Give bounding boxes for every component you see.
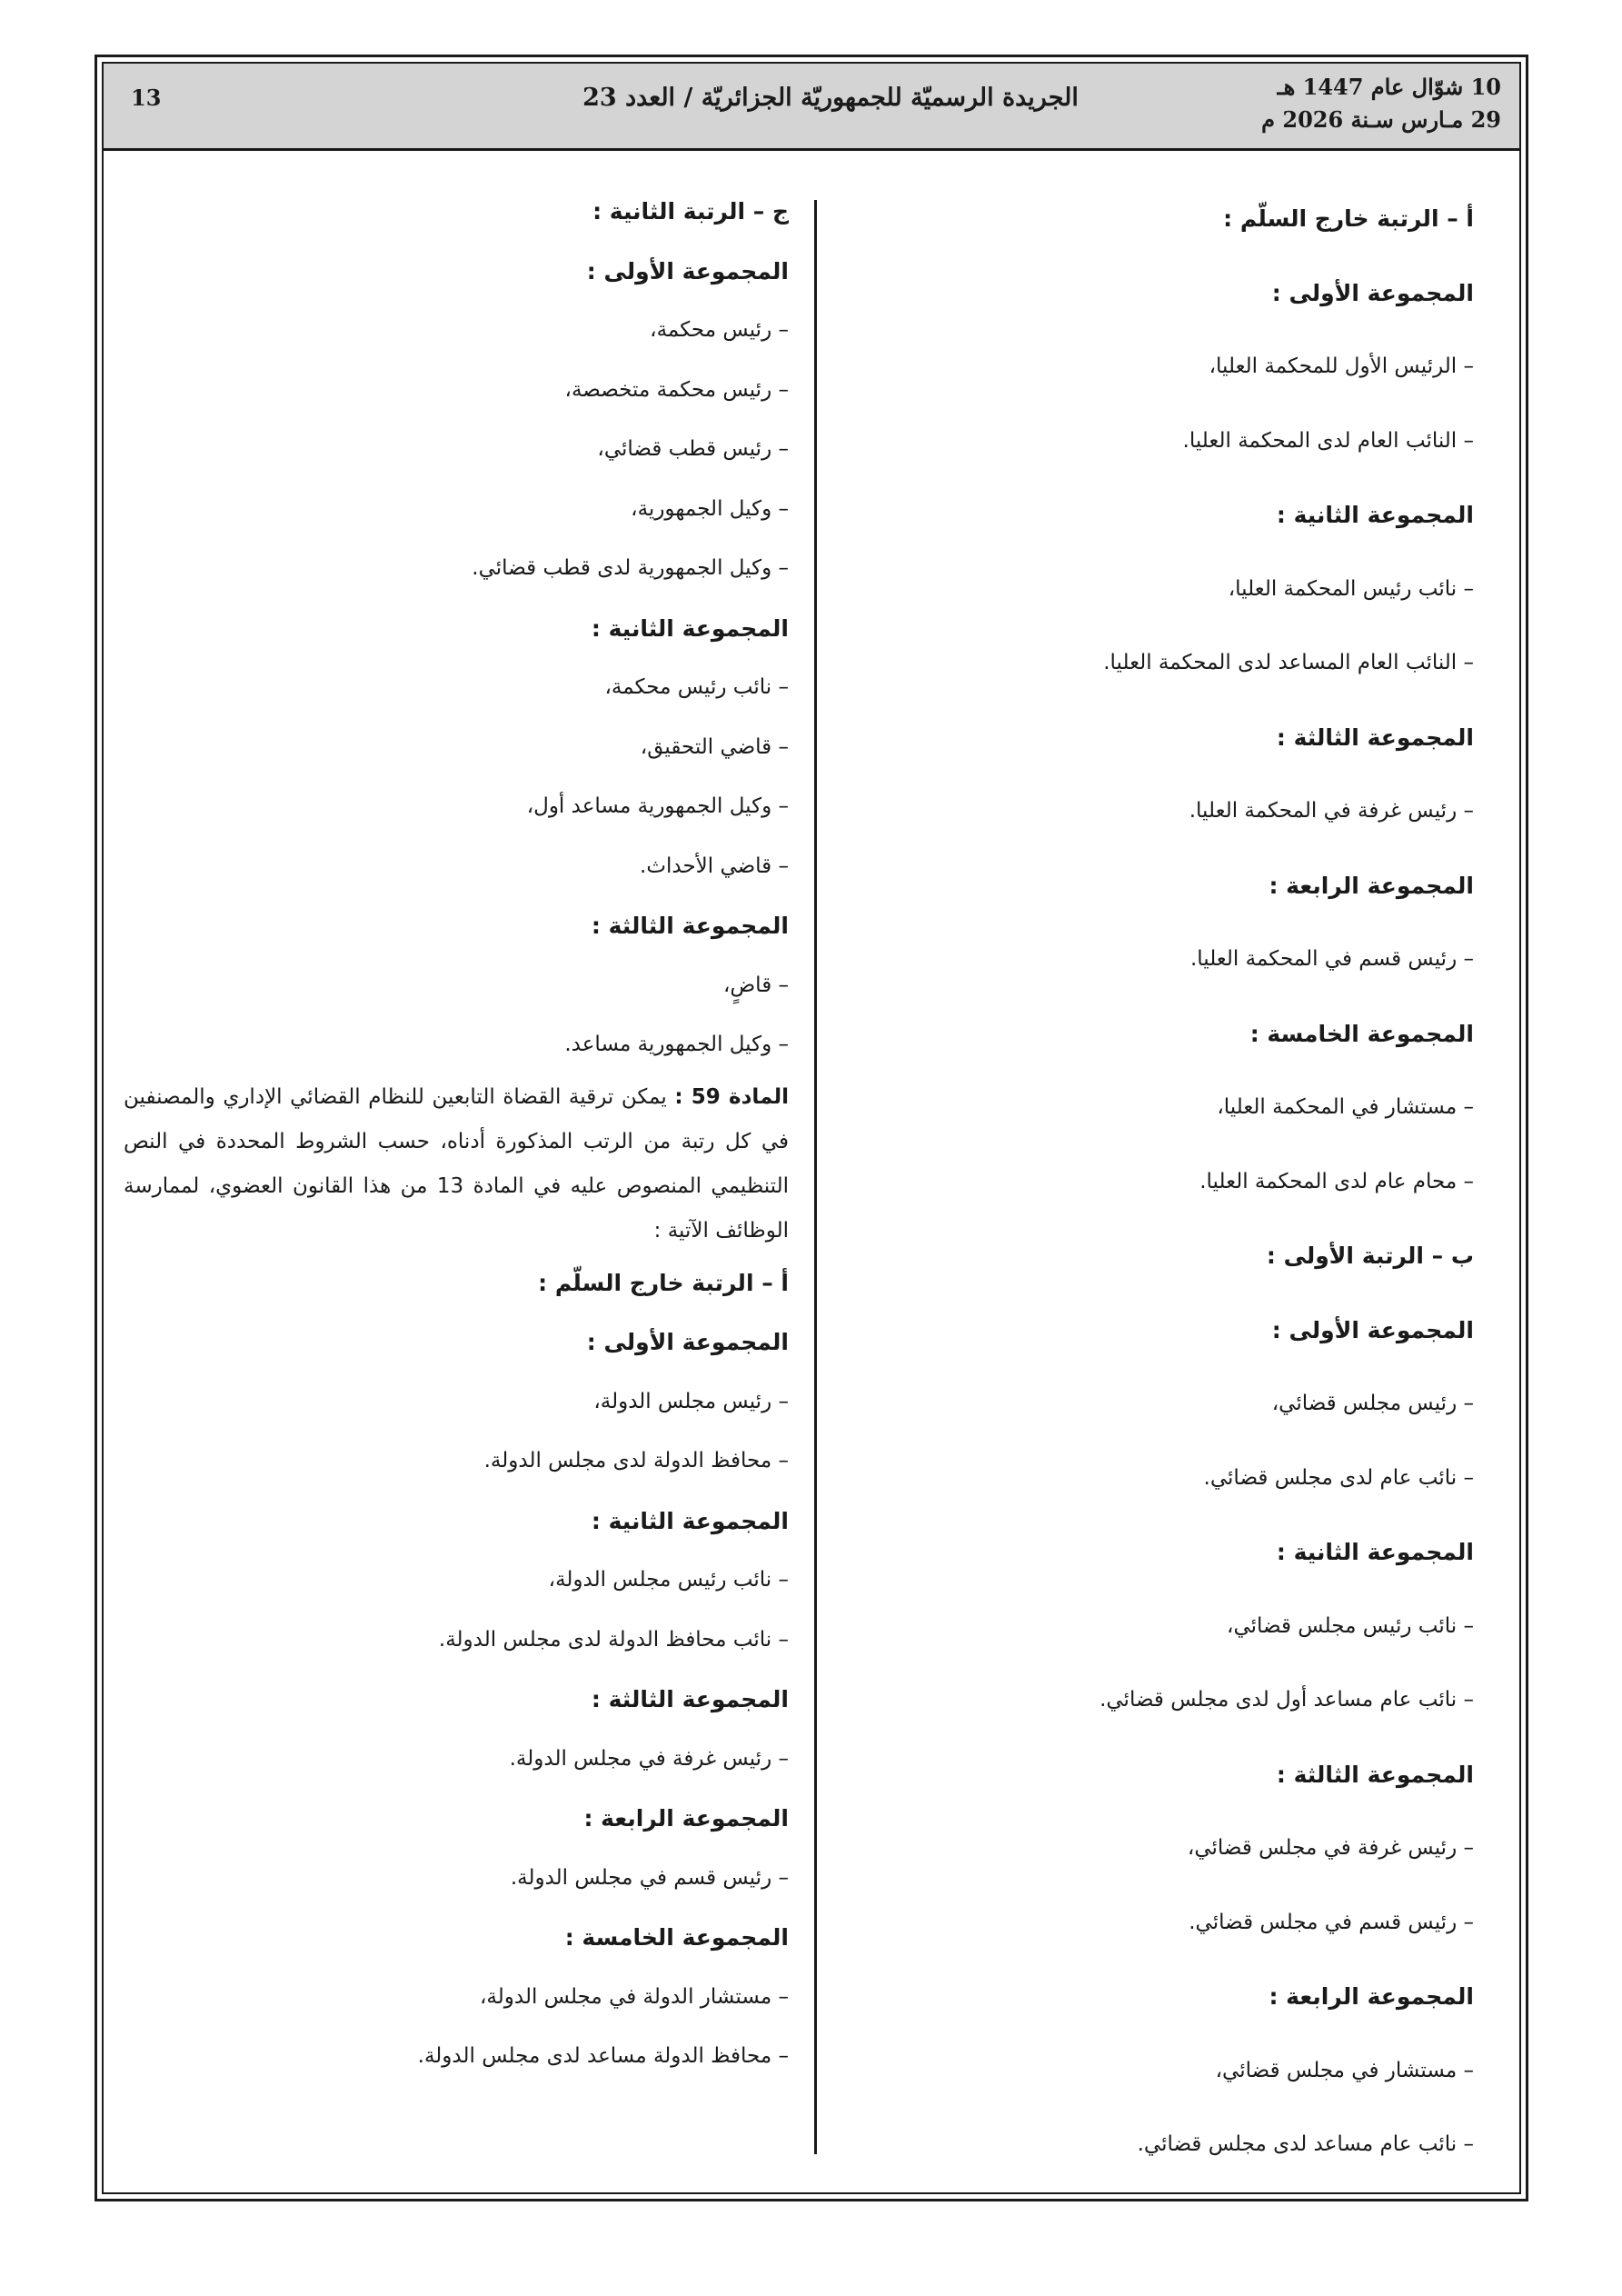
list-item: – محام عام لدى المحكمة العليا.	[1199, 1169, 1474, 1193]
group-heading: المجموعة الرابعة :	[583, 1805, 789, 1832]
list-item: – رئيس قسم في مجلس قضائي.	[1189, 1910, 1474, 1934]
group-heading: المجموعة الثانية :	[591, 614, 789, 642]
group-heading: أ – الرتبة خارج السلّم :	[1223, 205, 1474, 232]
list-item: – رئيس مجلس قضائي،	[1271, 1392, 1474, 1415]
list-item: – قاضي الأحداث.	[640, 854, 789, 878]
group-heading: المجموعة الثالثة :	[591, 913, 789, 939]
list-item: – نائب عام مساعد لدى مجلس قضائي.	[1137, 2132, 1474, 2156]
list-item: – نائب رئيس المحكمة العليا،	[1228, 576, 1474, 601]
group-heading: المجموعة الثانية :	[1276, 502, 1474, 528]
article-label: المادة 59 :	[674, 1084, 789, 1109]
group-heading: المجموعة الخامسة :	[1249, 1020, 1474, 1047]
list-item: – رئيس محكمة،	[650, 318, 789, 342]
list-item: – مستشار في مجلس قضائي،	[1215, 2058, 1474, 2082]
list-item: – نائب رئيس مجلس قضائي،	[1227, 1613, 1474, 1638]
list-item: – نائب محافظ الدولة لدى مجلس الدولة.	[438, 1627, 789, 1652]
list-item: – نائب رئيس محكمة،	[604, 675, 789, 699]
list-item: – قاضٍ،	[722, 973, 789, 997]
group-heading: ج – الرتبة الثانية :	[592, 198, 789, 225]
list-item: – رئيس محكمة متخصصة،	[564, 377, 789, 402]
list-item: – رئيس غرفة في مجلس قضائي،	[1187, 1836, 1474, 1860]
list-item: – رئيس قطب قضائي،	[597, 437, 789, 461]
list-item: – رئيس غرفة في مجلس الدولة.	[509, 1746, 789, 1771]
list-item: – الرئيس الأول للمحكمة العليا،	[1209, 354, 1474, 378]
list-item: – النائب العام لدى المحكمة العليا.	[1182, 428, 1474, 453]
column-divider	[814, 200, 817, 2154]
list-item: – نائب رئيس مجلس الدولة،	[548, 1568, 789, 1592]
gregorian-date: 29 مـارس سـنة 2026 م	[1261, 106, 1501, 133]
list-item: – نائب عام مساعد أول لدى مجلس قضائي.	[1100, 1688, 1474, 1712]
gazette-header	[104, 64, 1519, 151]
list-item: – محافظ الدولة مساعد لدى مجلس الدولة.	[417, 2044, 789, 2068]
list-item: – رئيس قسم في المحكمة العليا.	[1189, 947, 1474, 971]
group-heading: المجموعة الأولى :	[586, 257, 789, 285]
list-item: – رئيس غرفة في المحكمة العليا.	[1189, 799, 1474, 823]
list-item: – النائب العام المساعد لدى المحكمة العليا.	[1103, 651, 1474, 674]
group-heading: المجموعة الثالثة :	[1276, 1761, 1474, 1788]
list-item: – نائب عام لدى مجلس قضائي.	[1203, 1465, 1474, 1490]
list-item: – رئيس قسم في مجلس الدولة.	[510, 1865, 789, 1890]
list-item: – وكيل الجمهورية مساعد أول،	[526, 794, 789, 818]
header-dates	[1229, 71, 1501, 136]
right-column	[872, 182, 1474, 2182]
left-column	[124, 182, 789, 2087]
group-heading: ب – الرتبة الأولى :	[1266, 1243, 1474, 1269]
group-heading: المجموعة الأولى :	[1271, 1316, 1474, 1343]
list-item: – وكيل الجمهورية،	[631, 496, 789, 521]
group-heading: المجموعة الثالثة :	[1276, 724, 1474, 751]
group-heading: المجموعة الأولى :	[1271, 279, 1474, 306]
group-heading: المجموعة الأولى :	[586, 1329, 789, 1355]
list-item: – محافظ الدولة لدى مجلس الدولة.	[483, 1449, 789, 1472]
list-item: – قاضي التحقيق،	[640, 734, 789, 759]
page-number: 13	[131, 85, 162, 111]
group-heading: المجموعة الرابعة :	[1269, 1983, 1474, 2010]
group-heading: أ – الرتبة خارج السلّم :	[538, 1269, 789, 1296]
list-item: – وكيل الجمهورية مساعد.	[564, 1033, 789, 1056]
article-59	[124, 1075, 789, 1253]
gazette-title: الجريدة الرسميّة للجمهوريّة الجزائريّة / العدد 23	[582, 84, 1079, 112]
list-item: – وكيل الجمهورية لدى قطب قضائي.	[472, 556, 789, 580]
list-item: – رئيس مجلس الدولة،	[593, 1389, 789, 1413]
list-item: – مستشار الدولة في مجلس الدولة،	[480, 1984, 789, 2009]
group-heading: المجموعة الخامسة :	[564, 1924, 789, 1951]
group-heading: المجموعة الثانية :	[1276, 1539, 1474, 1565]
hijri-date: 10 شوّال عام 1447 هـ	[1277, 74, 1501, 100]
article-text: يمكن ترقية القضاة التابعين للنظام القضائي الإداري والمصنفين في كل رتبة من الرتب المذكورة أدناه، حسب الشروط المحددة في النص التنظيمي المنصوص عليه في المادة 13 من هذا القانون العضوي، لممارسة الوظائف الآتية :	[124, 1084, 789, 1243]
group-heading: المجموعة الثالثة :	[591, 1686, 789, 1712]
group-heading: المجموعة الرابعة :	[1269, 872, 1474, 899]
group-heading: المجموعة الثانية :	[591, 1507, 789, 1534]
list-item: – مستشار في المحكمة العليا،	[1217, 1095, 1474, 1119]
